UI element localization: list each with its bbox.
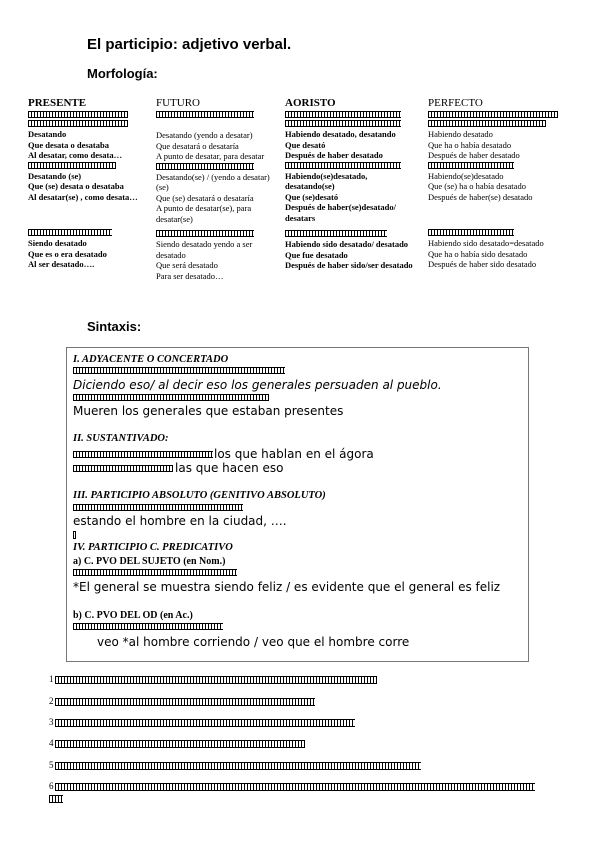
- example-line: Mueren los generales que estaban presentes: [73, 404, 344, 418]
- greek-text: [156, 163, 254, 170]
- greek-text: [55, 762, 421, 770]
- greek-text: [73, 451, 213, 458]
- exercise-number: 6: [49, 781, 54, 791]
- greek-text: [428, 111, 558, 118]
- greek-text: [28, 120, 128, 127]
- page-title: El participio: adjetivo verbal.: [87, 36, 292, 53]
- translation-line: A punto de desatar, para desatar: [156, 151, 265, 161]
- section-heading: I. ADYACENTE O CONCERTADO: [73, 354, 229, 365]
- greek-text: [55, 783, 535, 791]
- translation-line: Que (se) desatará o desataría: [156, 192, 254, 203]
- translation-line: Después de haber desatado: [285, 150, 383, 160]
- translation-line: Desatando (se): [28, 170, 82, 181]
- translation-line: A punto de desatar(se), para desatar(se): [156, 203, 252, 224]
- translation-line: Que desatará o desataría: [156, 140, 239, 151]
- greek-text: [285, 120, 401, 127]
- translation-line: Después de haber sido desatado: [428, 259, 537, 269]
- subsection-heading: b) C. PVO DEL OD (en Ac.): [73, 610, 193, 621]
- translation-line: Después de haber sido/ser desatado: [285, 260, 413, 270]
- greek-text: [28, 162, 116, 169]
- example-line: las que hacen eso: [175, 461, 284, 475]
- translation-line: Al desatar, como desata…: [28, 150, 123, 160]
- translation-line: Que ha o había sido desatado: [428, 248, 528, 259]
- subsection-heading: a) C. PVO DEL SUJETO (en Nom.): [73, 556, 226, 567]
- greek-text: [73, 569, 237, 576]
- example-line: veo *al hombre corriendo / veo que el hombre corre: [97, 635, 410, 649]
- greek-text: [55, 719, 355, 727]
- greek-text: [55, 698, 315, 706]
- exercise-number: 3: [49, 717, 54, 727]
- section-heading: III. PARTICIPIO ABSOLUTO (GENITIVO ABSOLUTO): [73, 490, 326, 501]
- greek-text: [55, 740, 305, 748]
- greek-text: [28, 111, 128, 118]
- greek-text: [28, 229, 112, 236]
- greek-text: [156, 111, 254, 118]
- translation-line: Habiendo desatado: [428, 129, 493, 139]
- column-aoristo: [285, 97, 415, 271]
- translation-line: Que (se) ha o había desatado: [428, 181, 526, 191]
- exercise-number: 1: [49, 674, 54, 684]
- translation-line: Que será desatado: [156, 260, 218, 270]
- translation-line: Habiendo(se)desatado, desatando(se): [285, 170, 368, 191]
- example-line: Diciendo eso/ al decir eso los generales persuaden al pueblo.: [73, 378, 442, 392]
- translation-line: Desatando: [28, 129, 67, 139]
- translation-line: Después de haber(se)desatado/ desatars: [285, 202, 396, 223]
- exercise-number: 5: [49, 760, 54, 770]
- greek-text: [428, 120, 546, 127]
- column-futuro: [156, 97, 278, 281]
- morfologia-heading: Morfología:: [87, 66, 158, 81]
- exercise-number: 4: [49, 738, 54, 748]
- greek-text: [285, 162, 401, 169]
- translation-line: Que desata o desataba: [28, 139, 109, 150]
- greek-text: [428, 162, 514, 169]
- translation-line: Para ser desatado…: [156, 270, 224, 281]
- greek-text: [73, 367, 285, 374]
- greek-text: [73, 504, 243, 511]
- greek-text: [428, 229, 514, 236]
- greek-text: [73, 465, 173, 472]
- translation-line: Después de haber desatado: [428, 150, 520, 160]
- greek-text: [156, 230, 254, 237]
- greek-text: [285, 111, 401, 118]
- column-header: AORISTO: [285, 97, 336, 109]
- translation-line: Habiendo sido desatado=desatado: [428, 238, 544, 248]
- greek-text: [55, 676, 377, 684]
- greek-text: [285, 230, 387, 237]
- translation-line: Siendo desatado yendo a ser desatado: [156, 239, 253, 260]
- translation-line: Desatando(se) / (yendo a desatar) (se): [156, 171, 270, 192]
- translation-line: Después de haber(se) desatado: [428, 191, 533, 202]
- translation-line: Habiendo(se)desatado: [428, 170, 504, 181]
- translation-line: Que desató: [285, 139, 326, 150]
- translation-line: Que (se)desató: [285, 191, 339, 202]
- greek-text: [49, 795, 63, 803]
- translation-line: Que es o era desatado: [28, 248, 107, 259]
- translation-line: Habiendo sido desatado/ desatado: [285, 239, 409, 249]
- column-header: PERFECTO: [428, 97, 483, 109]
- translation-line: Siendo desatado: [28, 238, 87, 248]
- greek-text: [73, 394, 269, 401]
- example-line: estando el hombre en la ciudad, ….: [73, 514, 287, 528]
- section-heading: II. SUSTANTIVADO:: [73, 433, 169, 444]
- translation-line: Que fue desatado: [285, 249, 348, 260]
- sintaxis-heading: Sintaxis:: [87, 319, 142, 334]
- example-line: *El general se muestra siendo feliz / es evidente que el general es feliz: [73, 580, 501, 594]
- exercise-number: 2: [49, 696, 54, 706]
- translation-line: Habiendo desatado, desatando: [285, 129, 396, 139]
- translation-line: Que (se) desata o desataba: [28, 181, 124, 191]
- column-presente: [28, 97, 148, 270]
- translation-line: Al ser desatado….: [28, 259, 95, 269]
- example-line: los que hablan en el ágora: [214, 447, 374, 461]
- column-header: FUTURO: [156, 97, 201, 109]
- column-header: PRESENTE: [28, 97, 87, 109]
- column-perfecto: [428, 97, 568, 270]
- section-heading: IV. PARTICIPIO C. PREDICATIVO: [73, 542, 233, 553]
- greek-char: [73, 531, 76, 539]
- translation-line: Que ha o había desatado: [428, 139, 512, 150]
- translation-line: Al desatar(se) , como desata…: [28, 191, 138, 202]
- greek-text: [73, 623, 223, 630]
- translation-line: Desatando (yendo a desatar): [156, 130, 253, 140]
